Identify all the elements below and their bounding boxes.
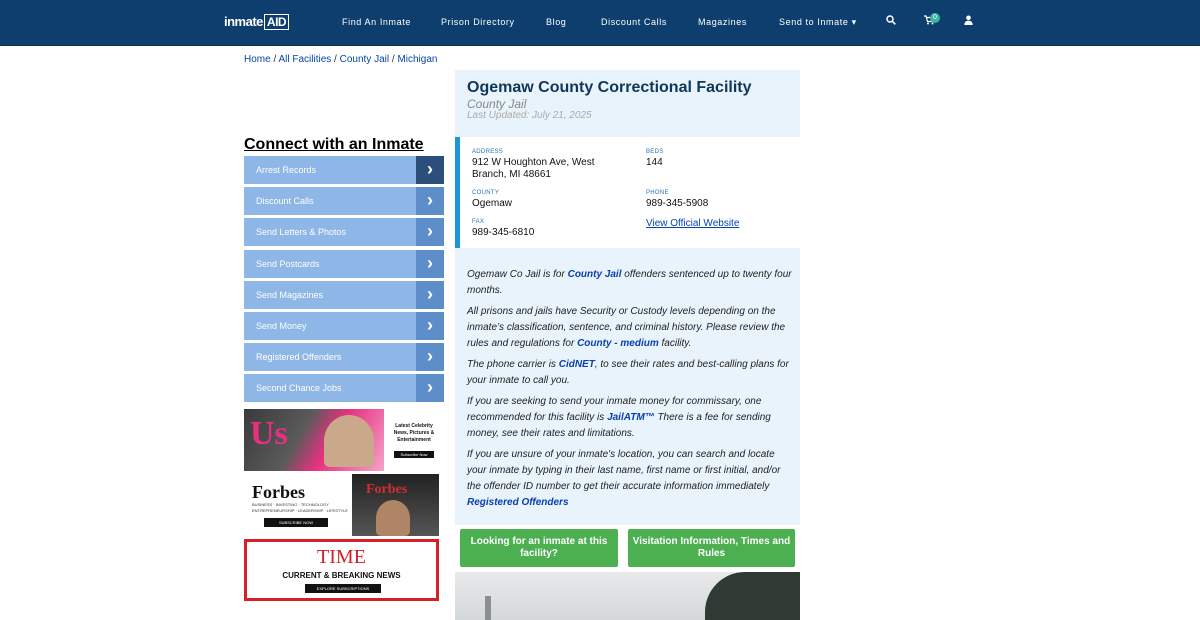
time-ad[interactable] — [244, 539, 439, 601]
beds-label: BEDS — [646, 149, 664, 155]
nav-blog[interactable]: Blog — [546, 17, 567, 27]
nav-magazines[interactable]: Magazines — [698, 17, 747, 27]
sidebar-item-label: Discount Calls — [256, 196, 314, 206]
desc-text: The phone carrier is — [467, 359, 559, 370]
address-label: ADDRESS — [472, 149, 504, 155]
site-logo[interactable] — [224, 14, 289, 30]
desc-paragraph-3 — [467, 357, 795, 389]
sidebar-item-registered-offenders[interactable] — [244, 343, 444, 371]
chevron-right-icon: › — [416, 343, 444, 371]
nav-find-inmate[interactable]: Find An Inmate — [342, 17, 411, 27]
desc-text: facility. — [658, 338, 692, 349]
fax-value: 989-345-6810 — [472, 227, 535, 238]
connect-heading: Connect with an Inmate — [244, 136, 424, 153]
jailatm-link[interactable]: JailATM™ — [607, 412, 655, 423]
sidebar-item-arrest-records[interactable] — [244, 156, 444, 184]
breadcrumb-home[interactable]: Home — [244, 54, 271, 65]
photo-tree — [705, 572, 800, 620]
us-logo: Us — [250, 415, 288, 452]
ad-line: Entertainment — [397, 437, 431, 443]
ad-line: Latest Celebrity — [395, 423, 433, 429]
user-icon[interactable] — [964, 15, 973, 28]
ad-line: ENTREPRENEURSHIP · LEADERSHIP · LIFESTYLE — [252, 508, 348, 513]
phone-label: PHONE — [646, 190, 669, 196]
desc-text: offenders sentenced up to twenty four months. — [467, 269, 792, 296]
photo-pole — [485, 596, 491, 620]
sidebar-item-second-chance-jobs[interactable] — [244, 374, 444, 402]
sidebar-item-send-postcards[interactable] — [244, 250, 444, 278]
sidebar-item-send-magazines[interactable] — [244, 281, 444, 309]
ad-line: CURRENT & BREAKING NEWS — [282, 571, 401, 580]
chevron-right-icon: › — [416, 250, 444, 278]
search-icon[interactable] — [886, 15, 896, 28]
nav-send-to-inmate[interactable] — [779, 17, 857, 28]
caret-down-icon: ▾ — [851, 17, 857, 27]
sidebar-item-label: Arrest Records — [256, 165, 317, 175]
registered-offenders-link[interactable]: Registered Offenders — [467, 497, 569, 508]
top-navbar — [0, 0, 1200, 46]
ad-cta-button[interactable]: Subscribe Now — [394, 451, 434, 458]
last-updated: Last Updated: July 21, 2025 — [467, 110, 592, 121]
desc-text: If you are unsure of your inmate's location, you can search and locate your inmate by typing in their last name, first name or first initial, and/or the offender ID number to get their accurate information immediately — [467, 449, 781, 492]
cover-photo — [376, 500, 410, 536]
facility-type: County Jail — [467, 97, 527, 111]
time-logo: TIME — [317, 546, 366, 568]
breadcrumb-county-jail[interactable]: County Jail — [339, 54, 390, 65]
ad-line: BUSINESS · INVESTING · TECHNOLOGY — [252, 502, 329, 507]
beds-value: 144 — [646, 157, 663, 168]
cidnet-link[interactable]: CidNET — [558, 359, 595, 370]
breadcrumb-separator: / — [331, 54, 340, 65]
chevron-right-icon: › — [416, 374, 444, 402]
sidebar-item-label: Send Money — [256, 321, 307, 331]
forbes-ad[interactable] — [244, 474, 439, 536]
nav-prison-directory[interactable]: Prison Directory — [441, 17, 515, 27]
desc-text: Ogemaw Co Jail is for — [467, 269, 568, 280]
sidebar-item-discount-calls[interactable] — [244, 187, 444, 215]
forbes-logo: Forbes — [252, 482, 305, 502]
forbes-cover — [352, 474, 439, 536]
desc-text: All prisons and jails have Security or Custody levels depending on the inmate’s classification, sentence, and criminal history. Please review the rules and regulations for — [467, 306, 786, 349]
chevron-right-icon: › — [416, 156, 444, 184]
facility-name: Ogemaw County Correctional Facility — [467, 79, 752, 96]
desc-text: , to see their rates and best-calling plans for your inmate to call you. — [467, 359, 789, 386]
security-level-link[interactable]: County - medium — [577, 338, 659, 349]
official-website-link[interactable]: View Official Website — [646, 218, 740, 229]
ad-model-photo — [324, 415, 374, 467]
nav-send-label: Send to Inmate — [779, 17, 849, 27]
breadcrumb-michigan[interactable]: Michigan — [397, 54, 438, 65]
ad-cta-button[interactable]: EXPLORE SUBSCRIPTIONS — [305, 584, 381, 593]
visitation-info-button[interactable]: Visitation Information, Times and Rules — [628, 529, 795, 567]
sidebar-item-label: Second Chance Jobs — [256, 383, 342, 393]
us-weekly-ad[interactable] — [244, 409, 439, 471]
logo-aid-text: AID — [264, 14, 289, 30]
cover-logo: Forbes — [366, 482, 408, 497]
ad-cta-button[interactable]: SUBSCRIBE NOW — [264, 518, 328, 527]
breadcrumb-separator: / — [270, 54, 279, 65]
desc-paragraph-4 — [467, 394, 795, 442]
ad-line: News, Pictures & — [393, 430, 435, 436]
sidebar-item-send-money[interactable] — [244, 312, 444, 340]
phone-value: 989-345-5908 — [646, 198, 709, 209]
desc-text: If you are seeking to send your inmate money for commissary, one recommended for this facility is — [467, 396, 762, 423]
county-jail-link[interactable]: County Jail — [567, 269, 622, 280]
looking-for-inmate-button[interactable]: Looking for an inmate at this facility? — [460, 529, 618, 567]
nav-discount-calls[interactable]: Discount Calls — [601, 17, 667, 27]
county-value: Ogemaw — [472, 198, 513, 209]
sidebar-item-label: Send Letters & Photos — [256, 227, 347, 237]
desc-paragraph-2 — [467, 304, 795, 352]
chevron-right-icon: › — [416, 218, 444, 246]
desc-paragraph-1 — [467, 267, 795, 299]
county-label: COUNTY — [472, 190, 500, 196]
address-line1: 912 W Houghton Ave, West — [472, 157, 595, 168]
chevron-right-icon: › — [416, 281, 444, 309]
breadcrumb — [244, 54, 437, 65]
sidebar-item-send-letters[interactable] — [244, 218, 444, 246]
ad-text — [390, 423, 438, 444]
logo-text: inmate — [224, 14, 263, 29]
sidebar-item-label: Send Magazines — [256, 290, 324, 300]
breadcrumb-separator: / — [389, 54, 398, 65]
cart-count-badge: 0 — [930, 13, 940, 23]
sidebar-item-label: Registered Offenders — [256, 352, 342, 362]
chevron-right-icon: › — [416, 187, 444, 215]
sidebar-item-label: Send Postcards — [256, 259, 320, 269]
facility-photo — [455, 572, 800, 620]
breadcrumb-all-facilities[interactable]: All Facilities — [278, 54, 332, 65]
desc-paragraph-5 — [467, 447, 795, 511]
chevron-right-icon: › — [416, 312, 444, 340]
desc-text: There is a fee for sending money, see their rates and limitations. — [467, 412, 771, 439]
address-line2: Branch, MI 48661 — [472, 169, 551, 180]
fax-label: FAX — [472, 219, 485, 225]
